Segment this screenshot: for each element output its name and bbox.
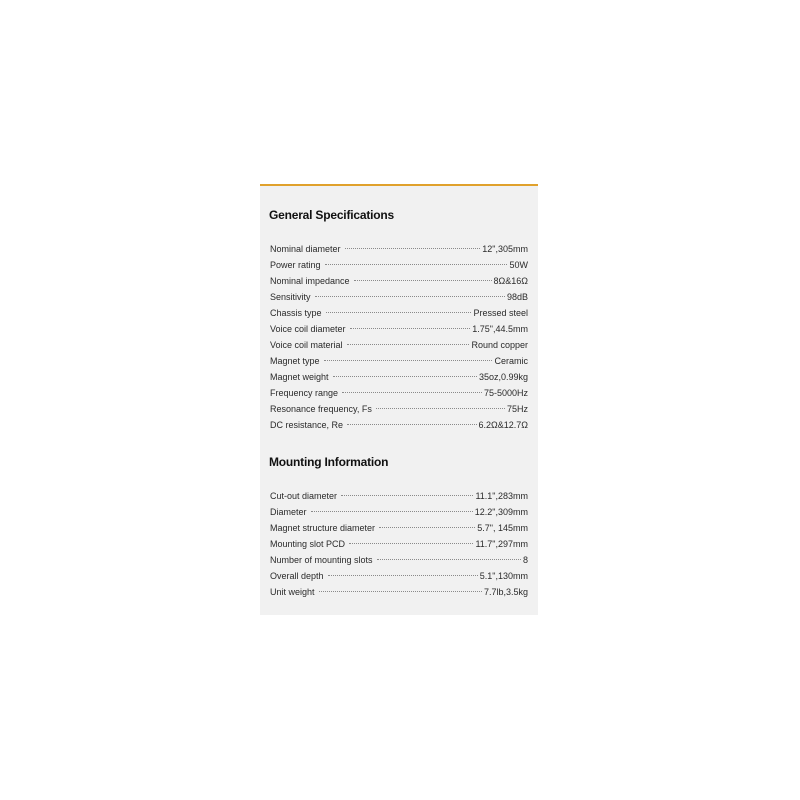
dotted-leader [342,392,482,393]
dotted-leader [349,543,473,544]
dotted-leader [311,511,473,512]
spec-row [270,520,528,536]
spec-panel [260,184,538,615]
mounting-information-list [270,488,528,600]
spec-value: Ceramic [494,356,528,366]
spec-label: Diameter [270,507,307,517]
spec-value: 12.2",309mm [474,507,528,517]
spec-row [270,289,528,305]
spec-value: 75Hz [506,404,528,414]
spec-row [270,385,528,401]
spec-value: 6.2Ω&12.7Ω [478,420,528,430]
spec-label: Mounting slot PCD [270,539,346,549]
spec-row [270,584,528,600]
spec-row [270,273,528,289]
spec-label: Frequency range [270,388,339,398]
general-specifications-heading: General Specifications [269,208,394,222]
dotted-leader [350,328,471,329]
spec-label: Nominal diameter [270,244,341,254]
dotted-leader [345,248,481,249]
dotted-leader [376,408,505,409]
dotted-leader [341,495,473,496]
spec-row [270,369,528,385]
spec-label: Cut-out diameter [270,491,338,501]
spec-row [270,401,528,417]
spec-value: Pressed steel [473,308,528,318]
spec-label: Unit weight [270,587,315,597]
spec-value: Round copper [471,340,528,350]
dotted-leader [326,312,472,313]
spec-row [270,504,528,520]
spec-value: 11.1",283mm [475,491,528,501]
spec-label: Nominal impedance [270,276,350,286]
spec-label: Voice coil diameter [270,324,346,334]
dotted-leader [379,527,475,528]
dotted-leader [347,424,476,425]
dotted-leader [333,376,477,377]
spec-row [270,305,528,321]
dotted-leader [347,344,470,345]
spec-label: Number of mounting slots [270,555,373,565]
spec-row [270,353,528,369]
spec-value: 1.75",44.5mm [472,324,528,334]
spec-value: 5.7", 145mm [477,523,528,533]
spec-row [270,257,528,273]
general-specifications-list [270,241,528,433]
spec-row [270,536,528,552]
dotted-leader [328,575,478,576]
spec-value: 12",305mm [482,244,528,254]
spec-row [270,241,528,257]
spec-label: Magnet weight [270,372,329,382]
spec-value: 8 [522,555,528,565]
spec-row [270,321,528,337]
spec-row [270,417,528,433]
spec-value: 98dB [506,292,528,302]
spec-label: Voice coil material [270,340,343,350]
mounting-information-heading: Mounting Information [269,455,389,469]
spec-label: Sensitivity [270,292,311,302]
spec-value: 5.1",130mm [479,571,528,581]
spec-row [270,337,528,353]
spec-row [270,552,528,568]
spec-row [270,568,528,584]
spec-label: Magnet type [270,356,320,366]
spec-label: Resonance frequency, Fs [270,404,372,414]
spec-value: 35oz,0.99kg [478,372,528,382]
spec-label: Magnet structure diameter [270,523,376,533]
spec-value: 11.7",297mm [475,539,528,549]
spec-label: Overall depth [270,571,324,581]
spec-label: Power rating [270,260,321,270]
dotted-leader [377,559,521,560]
dotted-leader [325,264,508,265]
spec-value: 75-5000Hz [483,388,528,398]
spec-label: DC resistance, Re [270,420,344,430]
spec-value: 50W [509,260,528,270]
spec-value: 8Ω&16Ω [493,276,528,286]
dotted-leader [315,296,505,297]
spec-value: 7.7lb,3.5kg [483,587,528,597]
dotted-leader [319,591,482,592]
spec-label: Chassis type [270,308,322,318]
spec-row [270,488,528,504]
dotted-leader [354,280,492,281]
dotted-leader [324,360,493,361]
